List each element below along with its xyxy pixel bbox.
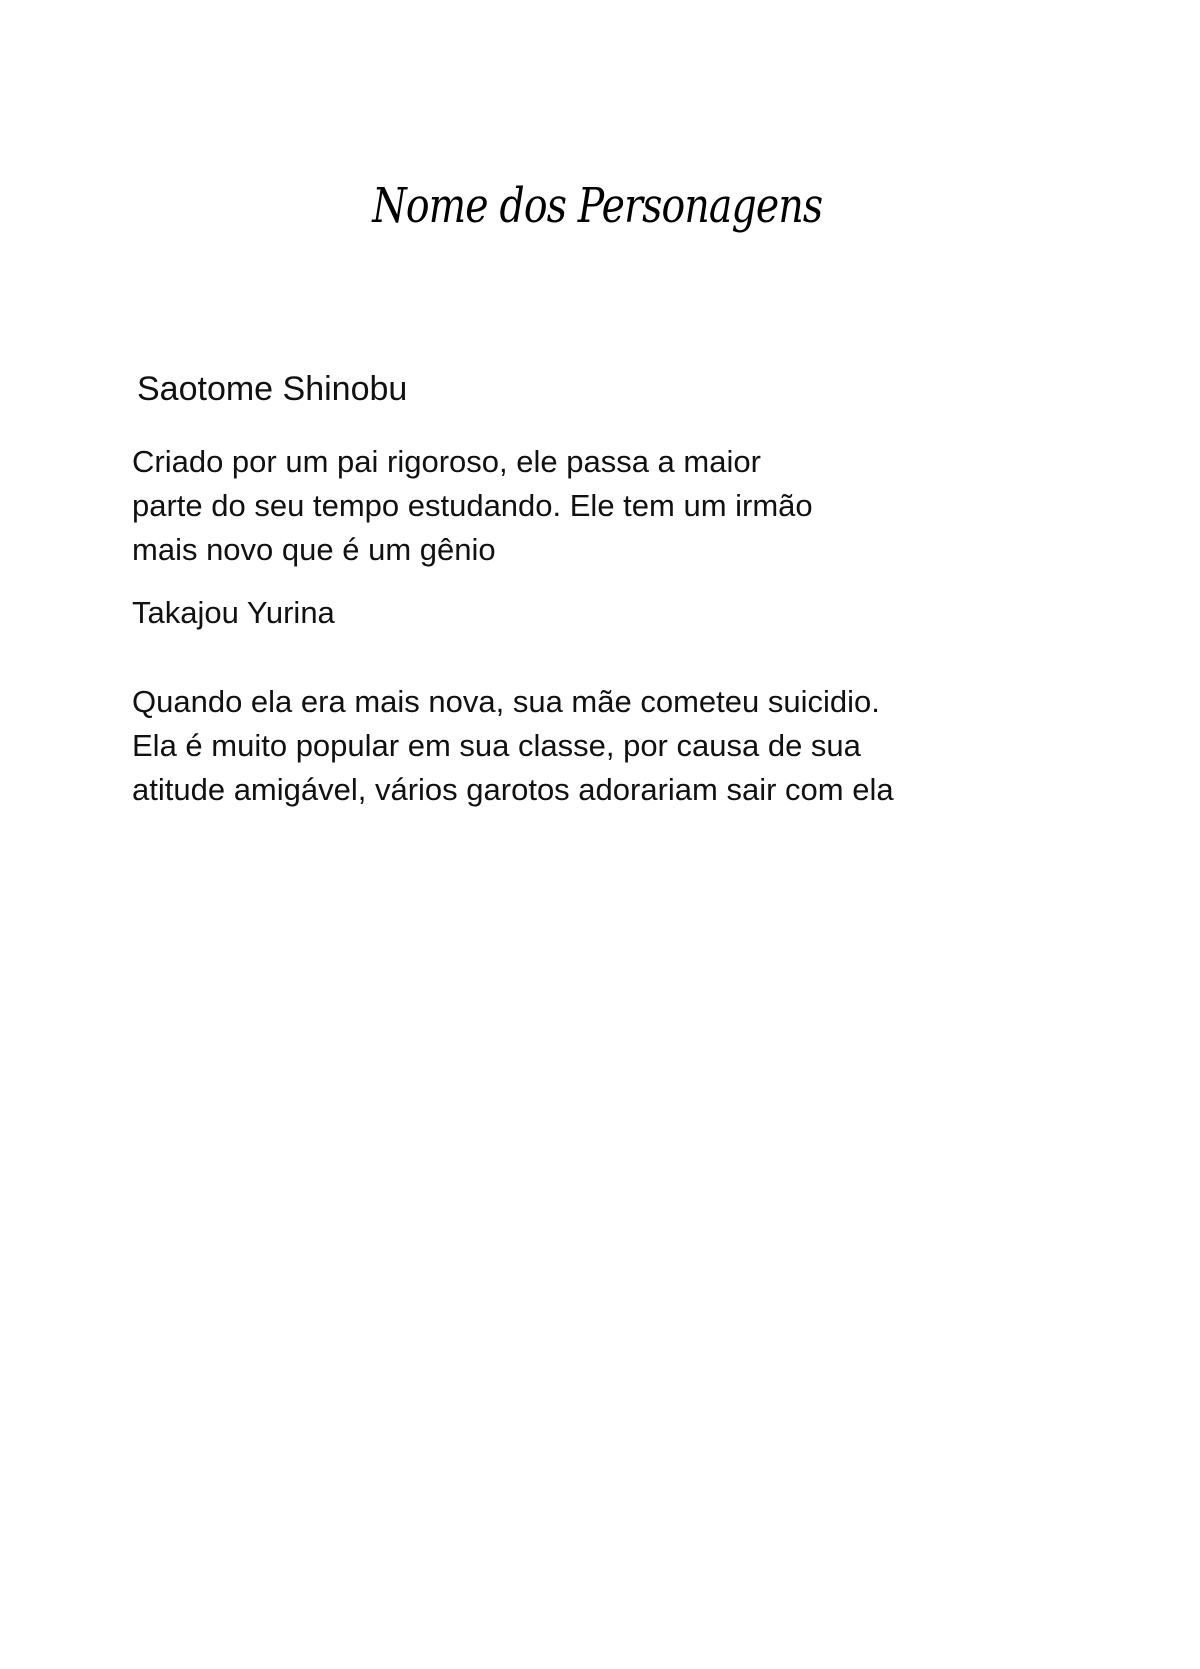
character-description [132,680,894,812]
description-line: mais novo que é um gênio [132,532,496,567]
character-name: Takajou Yurina [132,595,335,630]
description-line: Criado por um pai rigoroso, ele passa a maior [132,444,761,479]
page-title: Nome dos Personagens [372,178,823,234]
description-line: Quando ela era mais nova, sua mãe cometeu suicidio. [132,684,880,719]
character-description [132,440,813,572]
character-name: Saotome Shinobu [137,370,408,408]
description-line: Ela é muito popular em sua classe, por causa de sua [132,728,861,763]
description-line: atitude amigável, vários garotos adorariam sair com ela [132,772,894,807]
description-line: parte do seu tempo estudando. Ele tem um irmão [132,488,813,523]
